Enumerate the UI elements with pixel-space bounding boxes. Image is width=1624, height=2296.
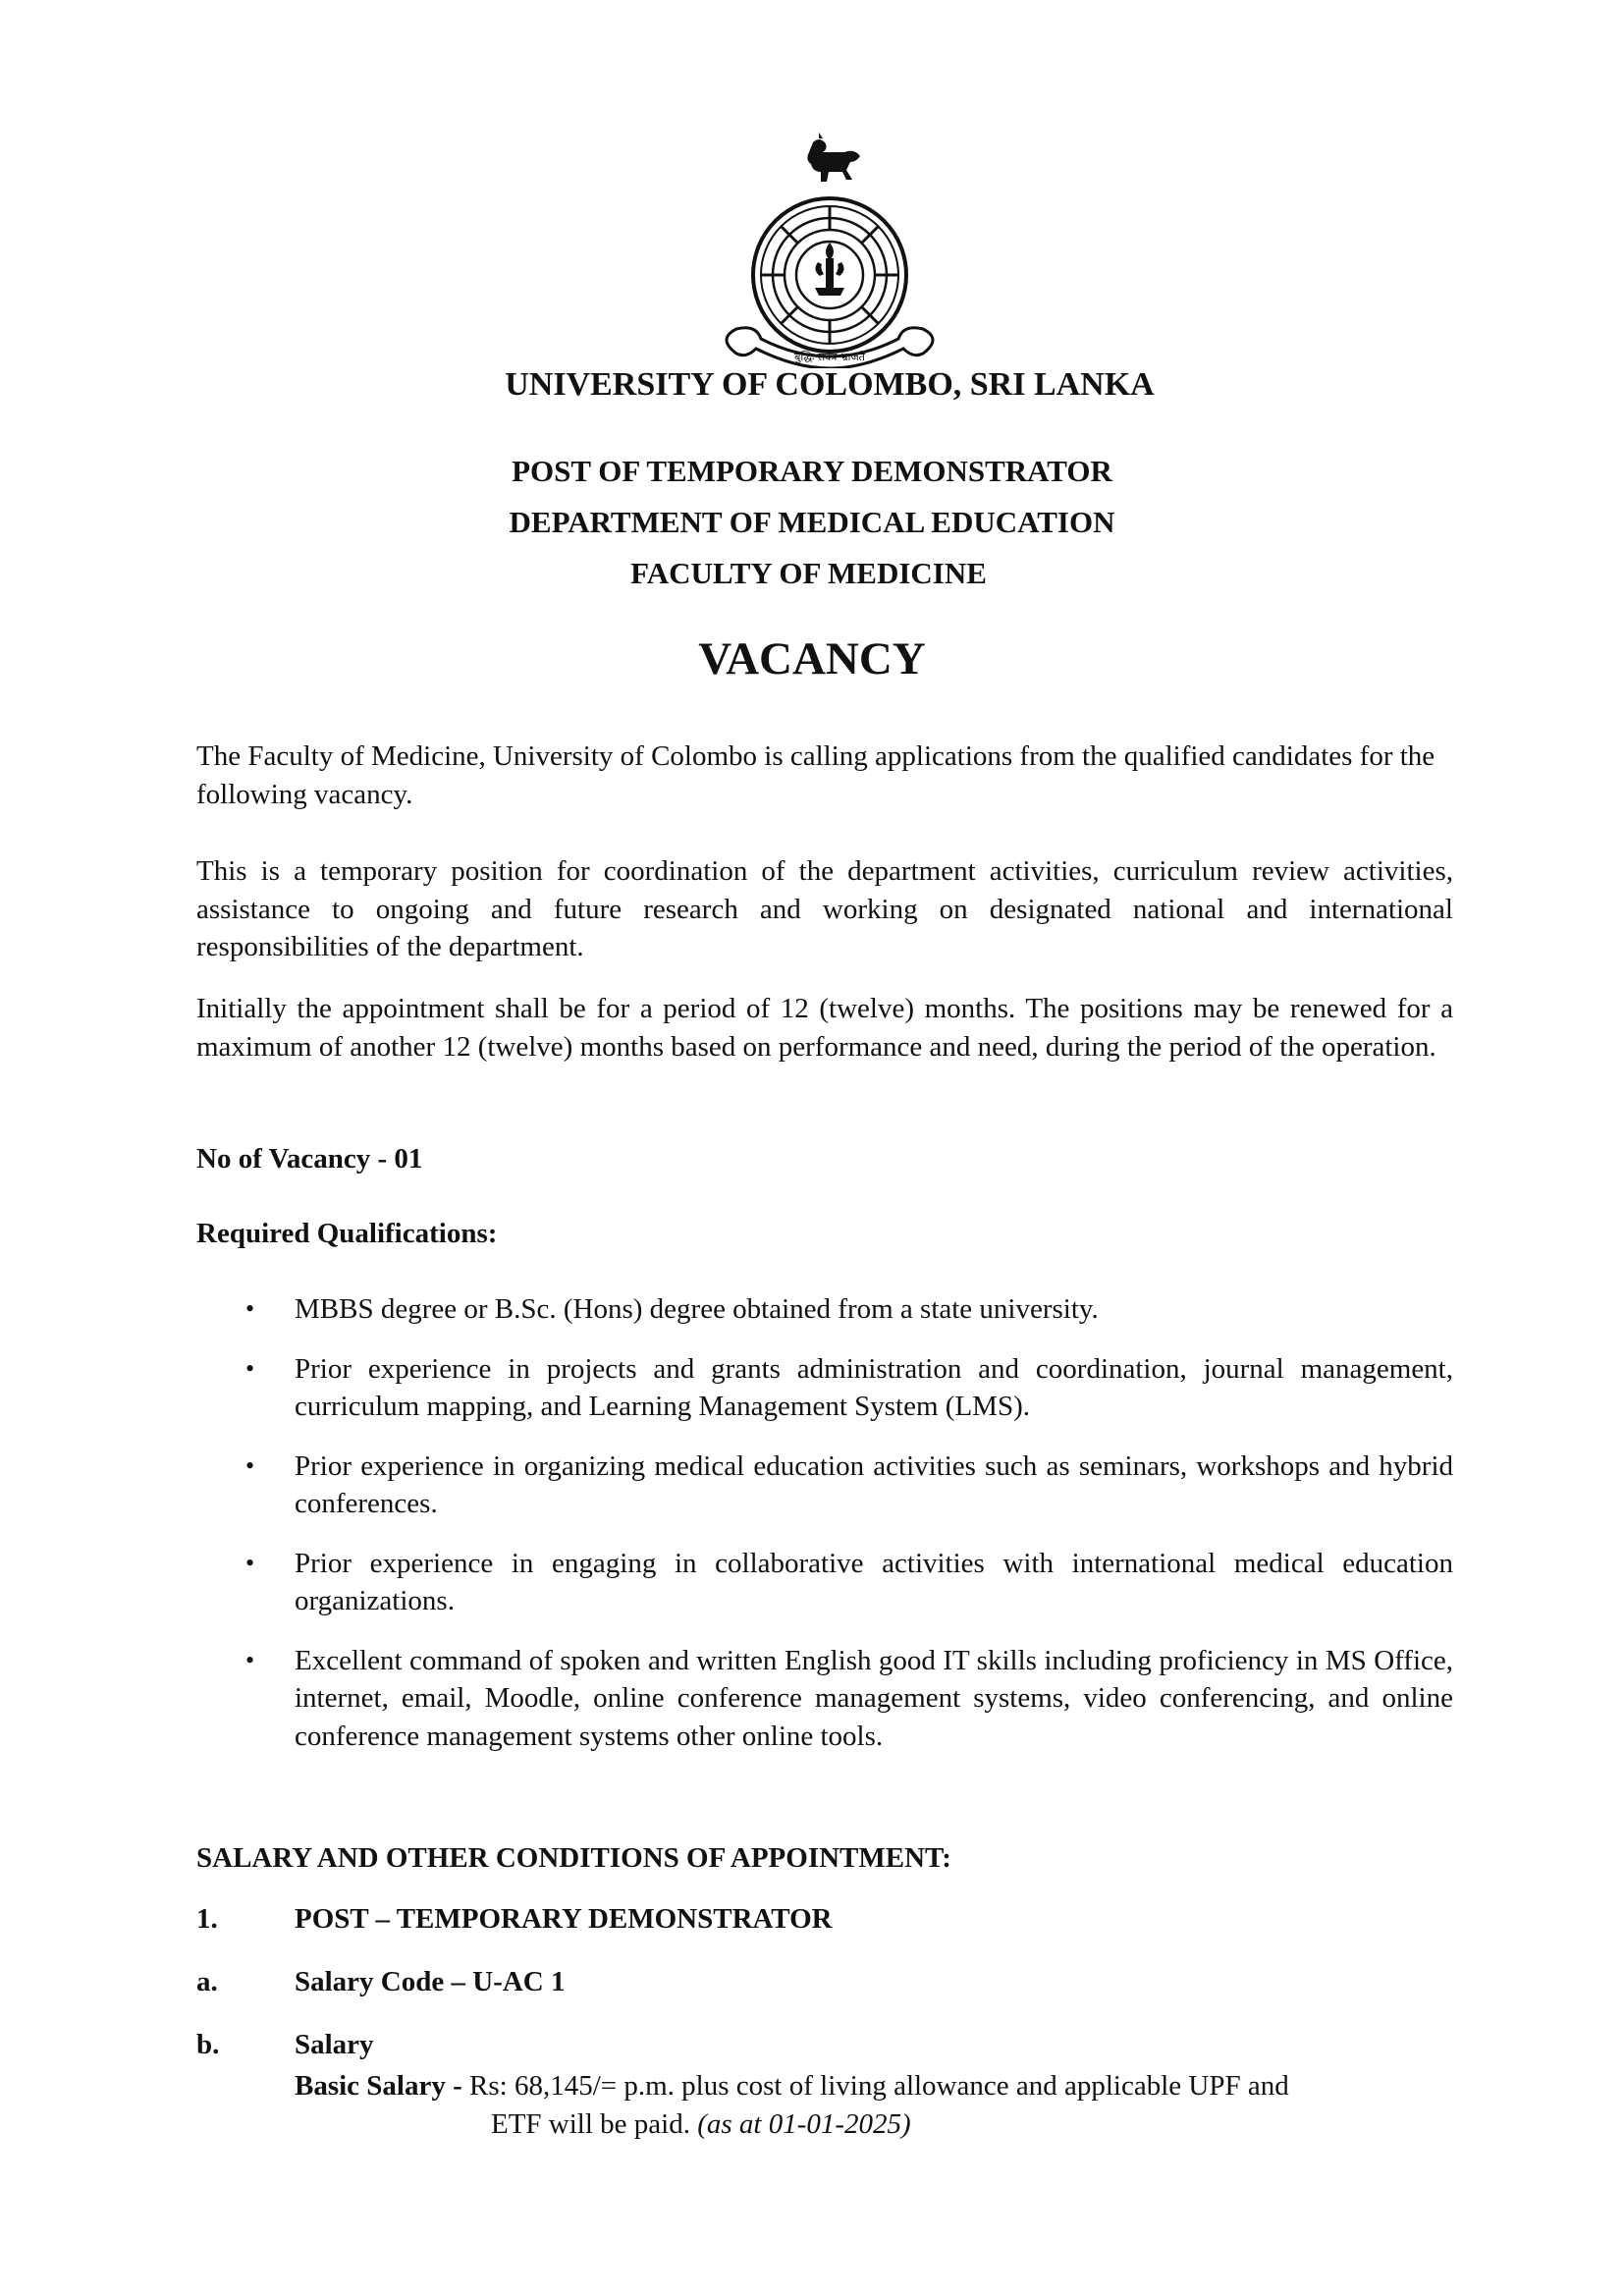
- intro-paragraph-2: This is a temporary position for coordination of the department activities, curriculum review activities, assistance to ongoing and future research and working on designated national and international responsibilities of the department.: [196, 855, 1453, 962]
- vacancy-title: VACANCY: [698, 633, 926, 684]
- list-item: [196, 1350, 1453, 1426]
- row-number: a.: [196, 1966, 218, 1997]
- qualifications-list: [196, 1290, 1453, 1777]
- bullet-icon: •: [245, 1450, 255, 1480]
- no-of-vacancy: No of Vacancy - 01: [196, 1143, 423, 1175]
- basic-salary-block: [295, 2067, 1473, 2143]
- crest-motto: बुद्धिः सर्वत्र भ्राजते: [794, 351, 865, 363]
- basic-salary-label: Basic Salary -: [295, 2070, 462, 2102]
- row-text: POST – TEMPORARY DEMONSTRATOR: [295, 1903, 833, 1935]
- post-title: POST OF TEMPORARY DEMONSTRATOR: [512, 454, 1112, 488]
- department-title: DEPARTMENT OF MEDICAL EDUCATION: [509, 505, 1115, 539]
- row-number: b.: [196, 2029, 220, 2060]
- basic-salary-line-2: ETF will be paid.: [491, 2107, 690, 2140]
- university-title: UNIVERSITY OF COLOMBO, SRI LANKA: [505, 366, 1155, 403]
- list-item: [196, 1642, 1453, 1756]
- bullet-icon: •: [245, 1294, 255, 1323]
- bullet-icon: •: [245, 1353, 255, 1383]
- basic-salary-line-1: Rs: 68,145/= p.m. plus cost of living allowance and applicable UPF and: [469, 2070, 1289, 2102]
- qualification-text: MBBS degree or B.Sc. (Hons) degree obtained from a state university.: [295, 1293, 1099, 1325]
- bullet-icon: •: [245, 1645, 255, 1674]
- bullet-icon: •: [245, 1548, 255, 1577]
- qualification-text: Excellent command of spoken and written English good IT skills including proficiency in MS Office, internet, email, Moodle, online conference management systems, video conferencing, and online conference management systems other online tools.: [295, 1644, 1453, 1752]
- list-item: [196, 1545, 1453, 1620]
- qualifications-heading: Required Qualifications:: [196, 1218, 498, 1249]
- basic-salary-line-2-wrap: [295, 2105, 1473, 2144]
- qualification-text: Prior experience in organizing medical education activities such as seminars, workshops and hybrid conferences.: [295, 1449, 1453, 1519]
- row-text: Salary: [295, 2029, 374, 2060]
- row-text: Salary Code – U-AC 1: [295, 1966, 566, 1997]
- list-item: [196, 1448, 1453, 1523]
- faculty-title: FACULTY OF MEDICINE: [630, 556, 987, 590]
- row-number: 1.: [196, 1903, 218, 1935]
- intro-paragraph-3: Initially the appointment shall be for a period of 12 (twelve) months. The positions may be renewed for a maximum of another 12 (twelve) months based on performance and need, during the period of the operation.: [196, 993, 1453, 1063]
- qualification-text: Prior experience in engaging in collaborative activities with international medical education organizations.: [295, 1547, 1453, 1616]
- salary-heading: SALARY AND OTHER CONDITIONS OF APPOINTMENT:: [196, 1842, 951, 1874]
- list-item: [196, 1290, 1453, 1329]
- qualification-text: Prior experience in projects and grants administration and coordination, journal management, curriculum mapping, and Learning Management System (LMS).: [295, 1352, 1453, 1422]
- university-crest-icon: [717, 133, 943, 368]
- basic-salary-note: (as at 01-01-2025): [697, 2107, 911, 2140]
- intro-paragraph-1: The Faculty of Medicine, University of Colombo is calling applications from the qualified candidates for the following vacancy.: [196, 740, 1435, 810]
